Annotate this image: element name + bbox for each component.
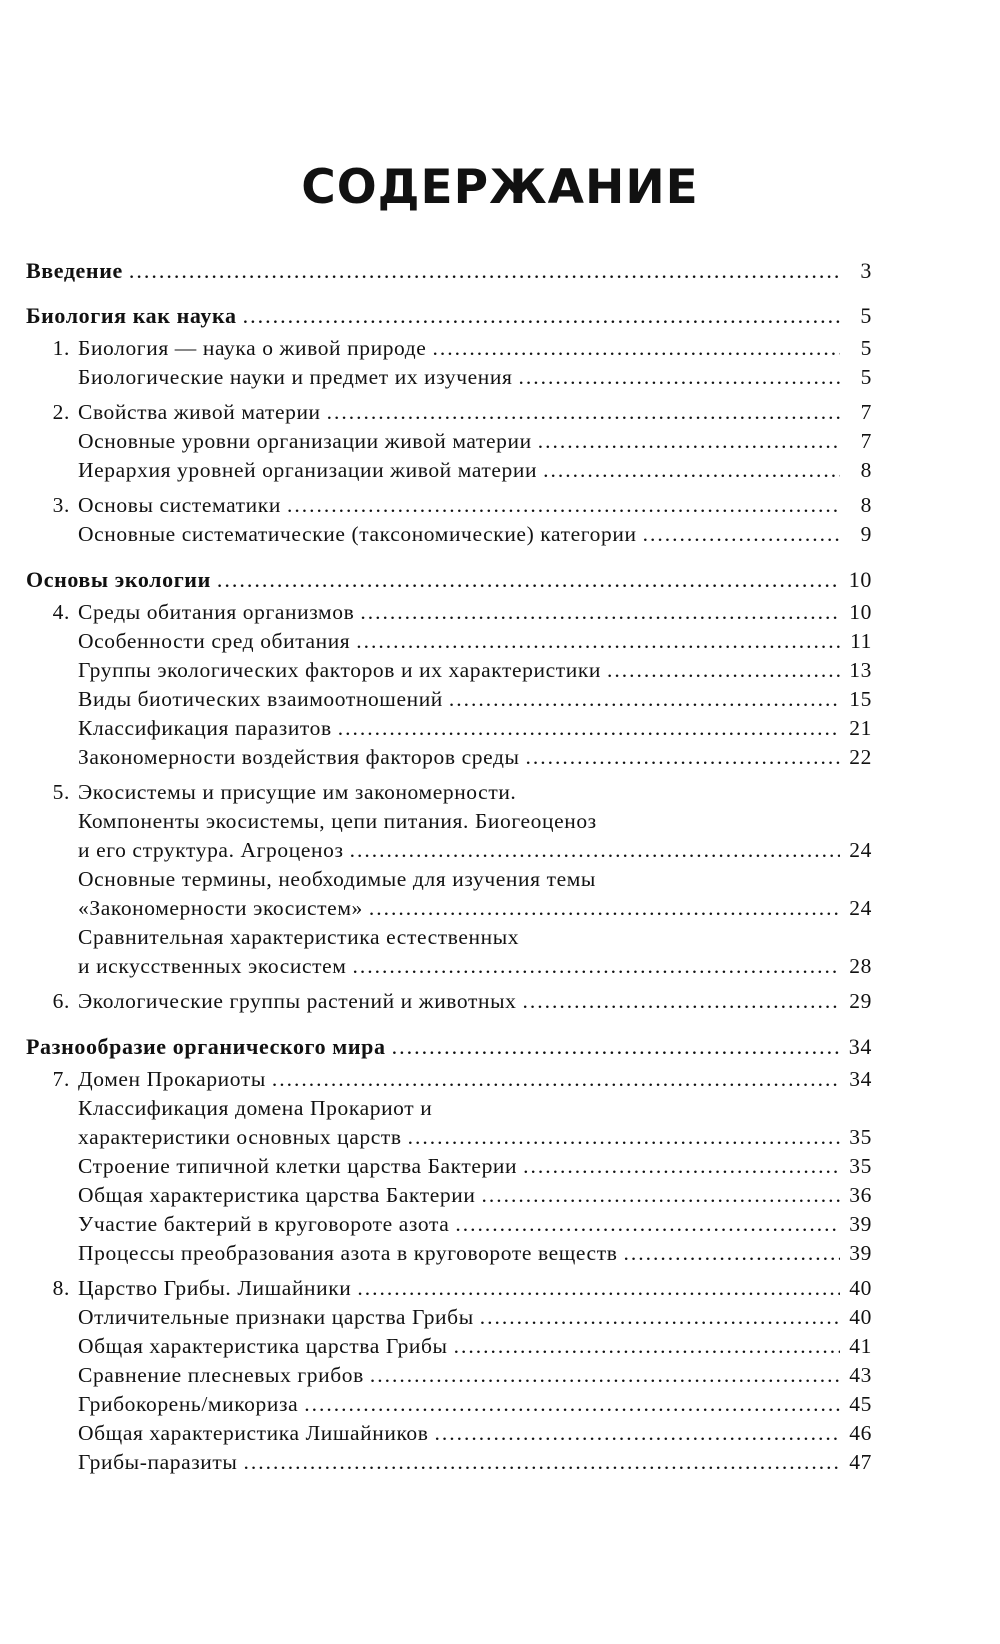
toc-page-number: 40 — [849, 1305, 872, 1329]
dot-leader — [357, 1274, 840, 1303]
chapter-number: 6. — [52, 989, 70, 1013]
dot-leader — [408, 1123, 840, 1152]
toc-label-line: «Закономерности экосистем» — [78, 896, 363, 920]
dot-leader — [623, 1239, 840, 1268]
toc-page-number: 5 — [860, 365, 872, 389]
toc-section[interactable] — [26, 1094, 872, 1123]
toc-page-number: 28 — [849, 954, 872, 978]
dot-leader — [480, 1303, 840, 1332]
toc-label: Домен Прокариоты — [78, 1067, 266, 1091]
toc-page-number: 7 — [860, 429, 872, 453]
toc-label: Основные уровни организации живой материи — [78, 429, 532, 453]
toc-page-number: 43 — [849, 1363, 872, 1387]
toc-label: Грибокорень/микориза — [78, 1392, 299, 1416]
toc-page-number: 10 — [848, 567, 872, 592]
toc-label: Особенности сред обитания — [78, 629, 351, 653]
dot-leader — [435, 1419, 840, 1448]
toc-page-number: 36 — [849, 1183, 872, 1207]
toc-chapter-4[interactable] — [26, 598, 872, 627]
toc-label-line: и искусственных экосистем — [78, 954, 347, 978]
toc-page-number: 13 — [849, 658, 872, 682]
toc-label: Экологические группы растений и животных — [78, 989, 517, 1013]
dot-leader — [526, 743, 840, 772]
toc-page-number: 39 — [849, 1212, 872, 1236]
toc-section-cont[interactable] — [26, 952, 872, 981]
toc-section[interactable] — [26, 1239, 872, 1268]
toc-page-number: 10 — [849, 600, 872, 624]
toc-label: Основы экологии — [26, 567, 211, 592]
dot-leader — [449, 685, 840, 714]
toc-label: Грибы-паразиты — [78, 1450, 238, 1474]
table-of-contents — [26, 256, 872, 1477]
toc-label-line: Основные термины, необходимые для изучения темы — [78, 867, 596, 891]
toc-chapter-3[interactable] — [26, 491, 872, 520]
toc-chapter-2[interactable] — [26, 398, 872, 427]
toc-chapter-1[interactable] — [26, 334, 872, 363]
toc-page-number: 3 — [860, 258, 872, 283]
toc-page-number: 45 — [849, 1392, 872, 1416]
dot-leader — [304, 1390, 840, 1419]
chapter-number: 8. — [52, 1276, 70, 1300]
chapter-number: 3. — [52, 493, 70, 517]
toc-page-number: 21 — [849, 716, 872, 740]
dot-leader — [243, 301, 840, 330]
dot-leader — [454, 1332, 840, 1361]
toc-label-line: Экосистемы и присущие им закономерности. — [78, 780, 517, 804]
toc-section[interactable] — [26, 1152, 872, 1181]
toc-page-number: 35 — [849, 1125, 872, 1149]
toc-label: Общая характеристика царства Грибы — [78, 1334, 448, 1358]
toc-label: Сравнение плесневых грибов — [78, 1363, 364, 1387]
toc-page-number: 46 — [849, 1421, 872, 1445]
toc-label: Основные систематические (таксономические) категории — [78, 522, 637, 546]
toc-page-number: 11 — [850, 629, 872, 653]
dot-leader — [455, 1210, 840, 1239]
chapter-number: 5. — [52, 780, 70, 804]
toc-label: Группы экологических факторов и их характеристики — [78, 658, 601, 682]
toc-section[interactable] — [26, 363, 872, 392]
dot-leader — [432, 334, 840, 363]
toc-page-number: 8 — [860, 493, 872, 517]
toc-page-number: 24 — [849, 838, 872, 862]
toc-section[interactable] — [26, 1361, 872, 1390]
dot-leader — [352, 952, 840, 981]
toc-part-biology[interactable] — [26, 301, 872, 330]
toc-section[interactable] — [26, 685, 872, 714]
toc-page-number: 5 — [860, 336, 872, 360]
toc-section[interactable] — [26, 1448, 872, 1477]
toc-label: Царство Грибы. Лишайники — [78, 1276, 352, 1300]
dot-leader — [522, 987, 840, 1016]
toc-label: Общая характеристика царства Бактерии — [78, 1183, 476, 1207]
toc-section[interactable] — [26, 656, 872, 685]
dot-leader — [607, 656, 840, 685]
chapter-number: 1. — [52, 336, 70, 360]
toc-page-number: 39 — [849, 1241, 872, 1265]
toc-label-line: Сравнительная характеристика естественных — [78, 925, 520, 949]
toc-label: Свойства живой материи — [78, 400, 321, 424]
toc-page-number: 35 — [849, 1154, 872, 1178]
dot-leader — [350, 836, 840, 865]
toc-chapter-6[interactable] — [26, 987, 872, 1016]
toc-page-number: 47 — [849, 1450, 872, 1474]
toc-section-cont[interactable] — [26, 1123, 872, 1152]
toc-label: Иерархия уровней организации живой материи — [78, 458, 538, 482]
toc-label: Виды биотических взаимоотношений — [78, 687, 443, 711]
toc-label-line: и его структура. Агроценоз — [78, 838, 344, 862]
toc-section[interactable] — [26, 743, 872, 772]
toc-section-cont[interactable] — [26, 894, 872, 923]
dot-leader — [481, 1181, 840, 1210]
toc-section[interactable] — [26, 1332, 872, 1361]
toc-label-line: характеристики основных царств — [78, 1125, 402, 1149]
dot-leader — [338, 714, 840, 743]
toc-chapter-5[interactable] — [26, 778, 872, 807]
toc-section[interactable] — [26, 1303, 872, 1332]
toc-section[interactable] — [26, 627, 872, 656]
toc-page-number: 15 — [849, 687, 872, 711]
dot-leader — [543, 456, 840, 485]
chapter-number: 7. — [52, 1067, 70, 1091]
toc-label: Процессы преобразования азота в круговороте веществ — [78, 1241, 618, 1265]
toc-section[interactable] — [26, 1390, 872, 1419]
toc-chapter-5-cont[interactable] — [26, 807, 872, 836]
toc-label-line: Компоненты экосистемы, цепи питания. Биогеоценоз — [78, 809, 597, 833]
toc-label: Общая характеристика Лишайников — [78, 1421, 429, 1445]
toc-label: Разнообразие органического мира — [26, 1034, 386, 1059]
toc-page-number: 7 — [860, 400, 872, 424]
toc-page-number: 29 — [849, 989, 872, 1013]
toc-entry-intro[interactable] — [26, 256, 872, 285]
dot-leader — [287, 491, 840, 520]
toc-page-number: 24 — [849, 896, 872, 920]
dot-leader — [519, 363, 841, 392]
dot-leader — [360, 598, 840, 627]
dot-leader — [217, 565, 840, 594]
toc-page-number: 22 — [849, 745, 872, 769]
toc-part-ecology[interactable] — [26, 565, 872, 594]
toc-label: Строение типичной клетки царства Бактерии — [78, 1154, 518, 1178]
toc-label: Среды обитания организмов — [78, 600, 355, 624]
toc-part-diversity[interactable] — [26, 1032, 872, 1061]
toc-section[interactable] — [26, 714, 872, 743]
toc-chapter-7[interactable] — [26, 1065, 872, 1094]
toc-label: Участие бактерий в круговороте азота — [78, 1212, 450, 1236]
toc-page-number: 5 — [860, 303, 872, 328]
toc-section[interactable] — [26, 456, 872, 485]
toc-page-number: 41 — [849, 1334, 872, 1358]
toc-label: Основы систематики — [78, 493, 281, 517]
toc-page-number: 9 — [860, 522, 872, 546]
toc-section[interactable] — [26, 520, 872, 549]
toc-section[interactable] — [26, 427, 872, 456]
dot-leader — [243, 1448, 840, 1477]
toc-chapter-5-cont[interactable] — [26, 836, 872, 865]
toc-chapter-8[interactable] — [26, 1274, 872, 1303]
toc-label: Закономерности воздействия факторов среды — [78, 745, 520, 769]
toc-label: Биология как наука — [26, 303, 237, 328]
toc-label: Классификация паразитов — [78, 716, 332, 740]
chapter-number: 4. — [52, 600, 70, 624]
toc-section[interactable] — [26, 865, 872, 894]
toc-label-line: Классификация домена Прокариот и — [78, 1096, 433, 1120]
toc-page-number: 8 — [860, 458, 872, 482]
toc-page-number: 34 — [849, 1067, 872, 1091]
dot-leader — [369, 894, 840, 923]
toc-page-number: 34 — [848, 1034, 872, 1059]
dot-leader — [129, 256, 840, 285]
dot-leader — [523, 1152, 840, 1181]
toc-label: Введение — [26, 258, 123, 283]
chapter-number: 2. — [52, 400, 70, 424]
dot-leader — [392, 1032, 840, 1061]
toc-page-number: 40 — [849, 1276, 872, 1300]
dot-leader — [272, 1065, 840, 1094]
toc-section[interactable] — [26, 923, 872, 952]
toc-label: Биология — наука о живой природе — [78, 336, 427, 360]
toc-section[interactable] — [26, 1181, 872, 1210]
toc-label: Отличительные признаки царства Грибы — [78, 1305, 474, 1329]
page-title: СОДЕРЖАНИЕ — [301, 160, 699, 215]
dot-leader — [643, 520, 840, 549]
dot-leader — [327, 398, 840, 427]
toc-label: Биологические науки и предмет их изучения — [78, 365, 513, 389]
toc-section[interactable] — [26, 1419, 872, 1448]
dot-leader — [538, 427, 840, 456]
dot-leader — [356, 627, 840, 656]
toc-section[interactable] — [26, 1210, 872, 1239]
dot-leader — [370, 1361, 840, 1390]
